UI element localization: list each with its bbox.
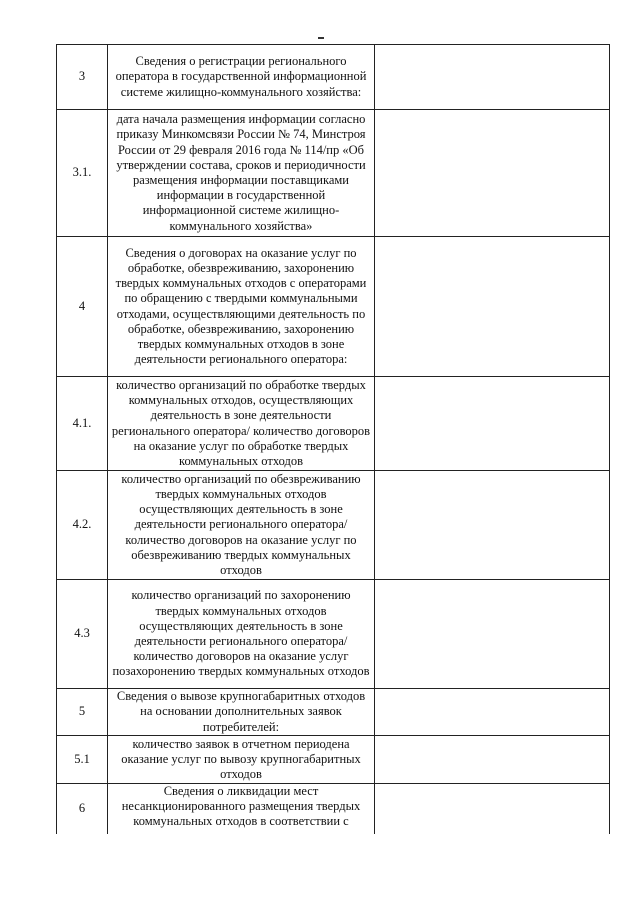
- row-value-cell: [375, 689, 610, 736]
- row-description: количество заявок в отчетном периодена оказание услуг по вывозу крупногабаритных отходов: [108, 736, 375, 784]
- table-row: [57, 471, 610, 580]
- table-row: [57, 784, 610, 834]
- row-value-cell: [375, 377, 610, 471]
- table-row: [57, 689, 610, 736]
- row-value-cell: [375, 736, 610, 784]
- table-row: [57, 580, 610, 689]
- row-description: дата начала размещения информации согласно приказу Минкомсвязи России № 74, Минстроя России от 29 февраля 2016 года № 114/пр «Об утверждении состава, сроков и периодичности размещения информации поставщиками информации в государственной информационной системе жилищно-коммунального хозяйства»: [108, 110, 375, 237]
- table-row: [57, 45, 610, 110]
- row-description: количество организаций по обезвреживанию твердых коммунальных отходов осуществляющих деятельность в зоне деятельности регионального оператора/ количество договоров на оказание услуг по обезвреживанию твердых коммунальных отходов: [108, 471, 375, 580]
- row-description: Сведения о вывозе крупногабаритных отходов на основании дополнительных заявок потребителей:: [108, 689, 375, 736]
- row-number: 5: [57, 689, 108, 736]
- table-row: [57, 237, 610, 377]
- row-number: 6: [57, 784, 108, 834]
- row-value-cell: [375, 45, 610, 110]
- table-row: [57, 110, 610, 237]
- report-table: [56, 44, 610, 834]
- row-description: количество организаций по захоронению твердых коммунальных отходов осуществляющих деятельность в зоне деятельности регионального оператора/ количество договоров на оказание услуг позахоронению твердых коммунальных отходов: [108, 580, 375, 689]
- row-number: 3.1.: [57, 110, 108, 237]
- row-value-cell: [375, 580, 610, 689]
- row-number: 4.3: [57, 580, 108, 689]
- table-row: [57, 736, 610, 784]
- row-value-cell: [375, 110, 610, 237]
- row-number: 4.1.: [57, 377, 108, 471]
- row-value-cell: [375, 471, 610, 580]
- row-description: Сведения о договорах на оказание услуг по обработке, обезвреживанию, захоронению твердых коммунальных отходов с операторами по обращению с твердыми коммунальными отходами, осуществляющими деятельность по обработке, обезвреживанию, захоронению твердых коммунальных отходов в зоне деятельности регионального оператора:: [108, 237, 375, 377]
- row-number: 3: [57, 45, 108, 110]
- row-value-cell: [375, 784, 610, 834]
- row-number: 4: [57, 237, 108, 377]
- page-mark: [318, 37, 324, 39]
- row-value-cell: [375, 237, 610, 377]
- row-number: 5.1: [57, 736, 108, 784]
- row-description: Сведения о ликвидации мест несанкционированного размещения твердых коммунальных отходов в соответствии с: [108, 784, 375, 834]
- row-description: Сведения о регистрации регионального оператора в государственной информационной системе жилищно-коммунального хозяйства:: [108, 45, 375, 110]
- row-description: количество организаций по обработке твердых коммунальных отходов, осуществляющих деятельность в зоне деятельности регионального оператора/ количество договоров на оказание услуг по обработке твердых коммунальных отходов: [108, 377, 375, 471]
- row-number: 4.2.: [57, 471, 108, 580]
- table-row: [57, 377, 610, 471]
